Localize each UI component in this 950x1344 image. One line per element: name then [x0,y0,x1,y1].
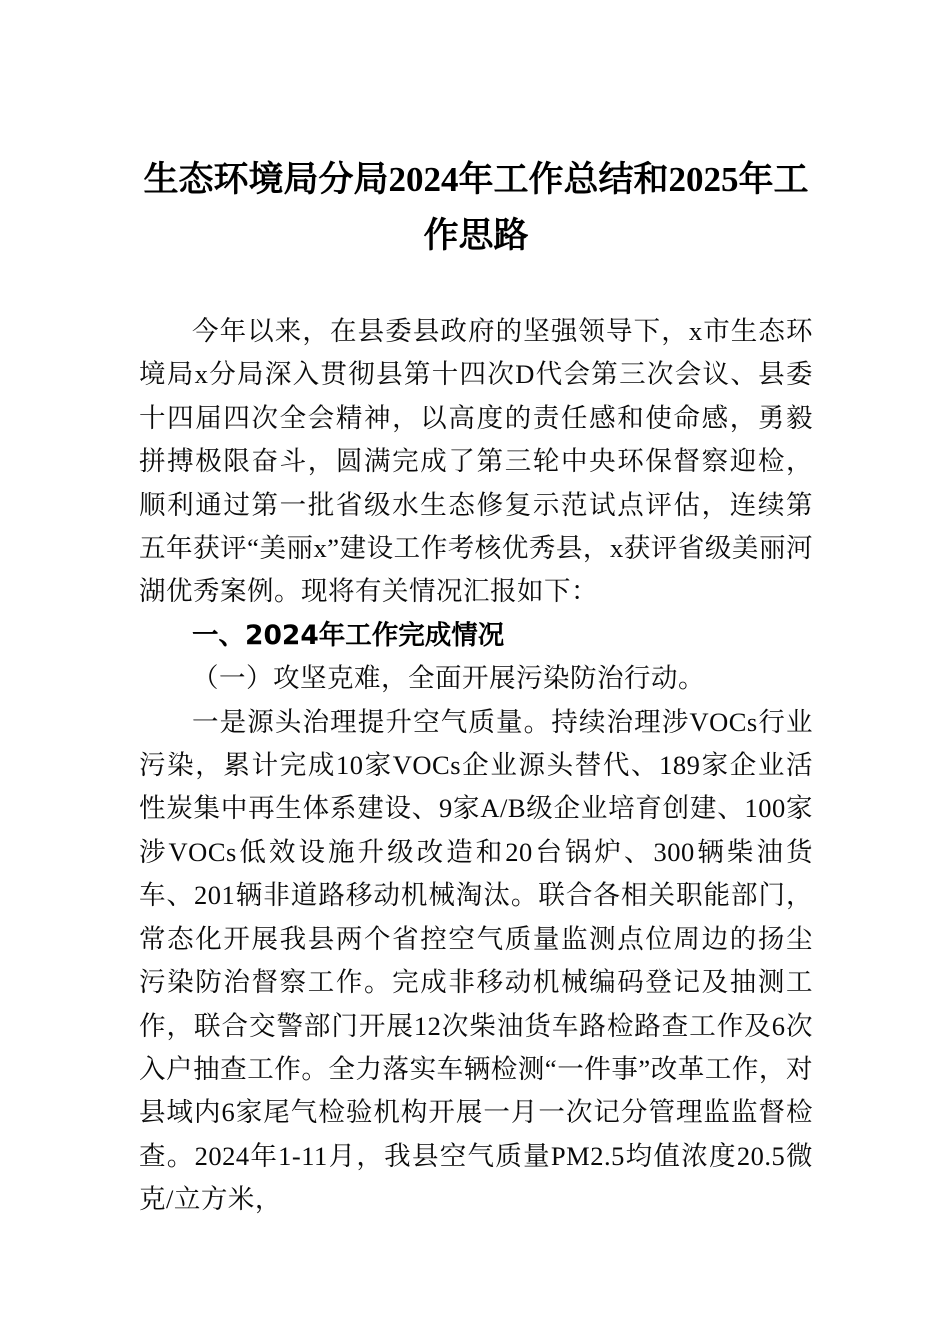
paragraph-air-quality: 一是源头治理提升空气质量。持续治理涉VOCs行业污染，累计完成10家VOCs企业源头替代、189家企业活性炭集中再生体系建设、9家A/B级企业培育创建、100家涉VOCs低效设施升级改造和20台锅炉、300辆柴油货车、201辆非道路移动机械淘汰。联合各相关职能部门，常态化开展我县两个省控空气质量监测点位周边的扬尘污染防治督察工作。完成非移动机械编码登记及抽测工作，联合交警部门开展12次柴油货车路检路查工作及6次入户抽查工作。全力落实车辆检测“一件事”改革工作，对县域内6家尾气检验机构开展一月一次记分管理监监督检查。2024年1-11月，我县空气质量PM2.5均值浓度20.5微克/立方米， [139,706,813,1215]
subsection-heading-1-1: （一）攻坚克难，全面开展污染防治行动。 [192,663,705,694]
page-title: 生态环境局分局2024年工作总结和2025年工作思路 [143,160,809,255]
paragraph-intro: 今年以来，在县委县政府的坚强领导下，x市生态环境局x分局深入贯彻县第十四次D代会第三次会议、县委十四届四次全会精神，以高度的责任感和使命感，勇毅拼搏极限奋斗，圆满完成了第三轮中央环保督察迎检，顺利通过第一批省级水生态修复示范试点评估，连续第五年获评“美丽x”建设工作考核优秀县，x获评省级美丽河湖优秀案例。现将有关情况汇报如下： [139,316,813,607]
document-content [139,0,813,1222]
section-heading-1: 一、2024年工作完成情况 [192,619,505,651]
title-body-spacer [139,264,813,310]
